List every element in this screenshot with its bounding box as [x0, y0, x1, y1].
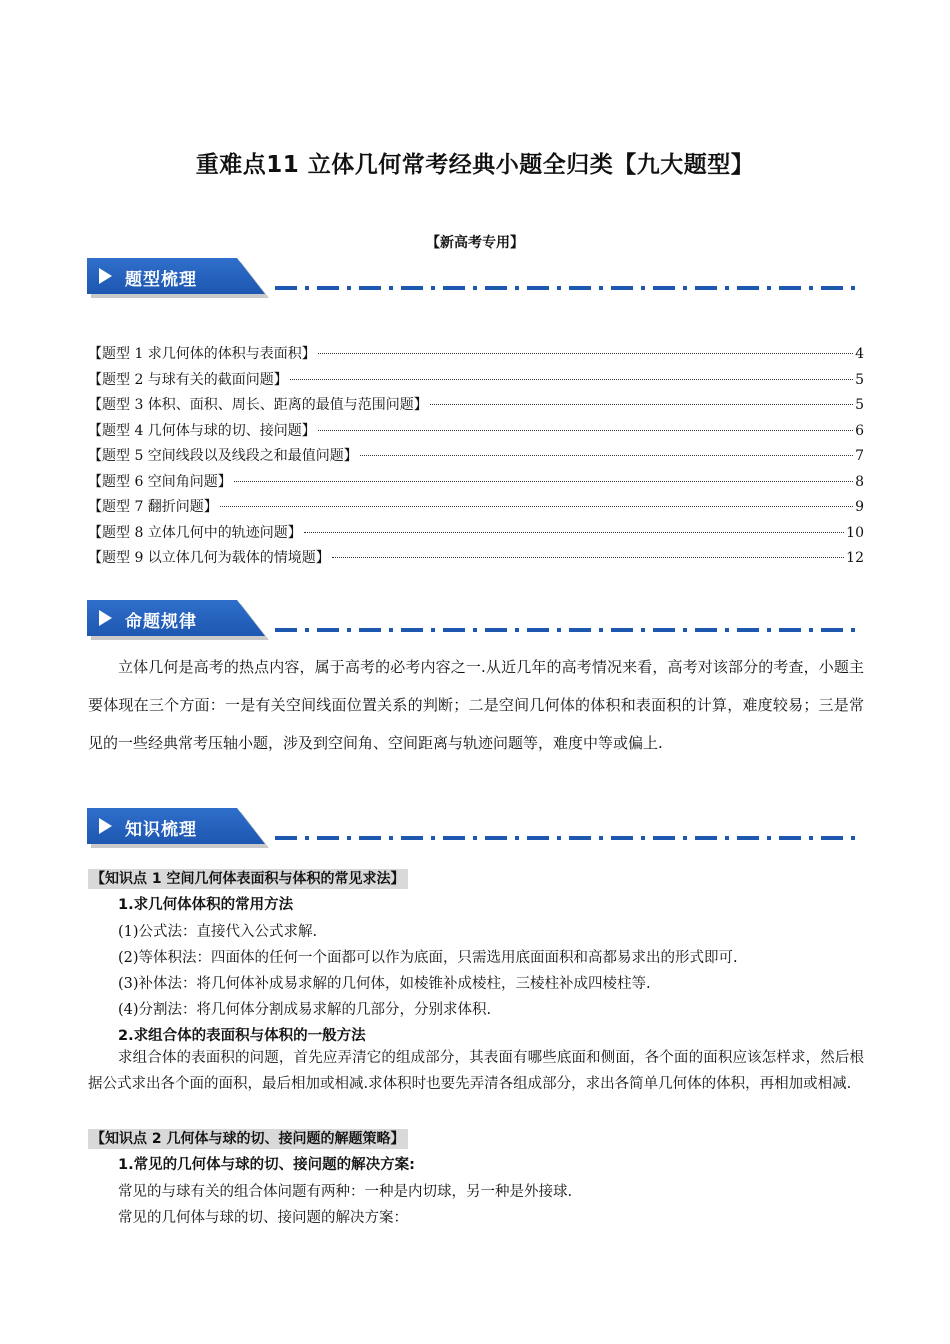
rule-paragraph: 立体几何是高考的热点内容，属于高考的必考内容之一.从近几年的高考情况来看，高考对该部分的考查，小题主要体现在三个方面：一是有关空间线面位置关系的判断；二是空间几何体的体积和表面积的计算，难度较易；三是常见的一些经典常考压轴小题，涉及到空间角、空间距离与轨迹问题等，难度中等或偏上. [88, 658, 864, 752]
dash-divider [275, 628, 861, 632]
dash-divider [275, 836, 861, 840]
section-banner-rules [87, 600, 867, 640]
section-title: 命题规律 [125, 612, 197, 632]
toc-page-number: 5 [855, 397, 864, 413]
toc-label: 【题型 7 翻折问题】 [88, 499, 218, 515]
toc-label: 【题型 4 几何体与球的切、接问题】 [88, 422, 316, 439]
knowledge-paragraph: 求组合体的表面积的问题，首先应弄清它的组成部分，其表面有哪些底面和侧面，各个面的面积应该怎样求，然后根据公式求出各个面的面积，最后相加或相减.求体积时也要先弄清各组成部分，求出各简单几何体的体积，再相加或相减. [88, 1050, 864, 1092]
toc-label: 【题型 2 与球有关的截面问题】 [88, 371, 288, 388]
toc-page-number: 4 [855, 346, 864, 362]
section-title: 知识梳理 [125, 820, 197, 840]
toc-page-number: 9 [855, 499, 864, 515]
knowledge-line: 常见的与球有关的组合体问题有两种：一种是内切球，另一种是外接球. [118, 1184, 573, 1200]
toc-entry[interactable] [88, 369, 864, 395]
toc-label: 【题型 3 体积、面积、周长、距离的最值与范围问题】 [88, 397, 428, 413]
method-item: (4)分割法：将几何体分割成易求解的几部分，分别求体积. [118, 1002, 492, 1018]
toc-page-number: 8 [855, 473, 864, 490]
method-item: (2)等体积法：四面体的任何一个面都可以作为底面，只需选用底面面积和高都易求出的形式即可. [118, 950, 738, 966]
toc-entry[interactable] [88, 343, 864, 369]
play-arrow-icon [99, 818, 112, 834]
dash-divider [275, 286, 861, 290]
knowledge-point-heading: 【知识点 2 几何体与球的切、接问题的解题策略】 [88, 1129, 408, 1149]
page-title: 重难点11 立体几何常考经典小题全归类【九大题型】 [195, 152, 755, 178]
method-item: (3)补体法：将几何体补成易求解的几何体，如棱锥补成棱柱，三棱柱补成四棱柱等. [118, 976, 651, 992]
knowledge-subheading: 1.常见的几何体与球的切、接问题的解决方案: [118, 1157, 415, 1173]
section-title: 题型梳理 [125, 270, 197, 290]
page-subtitle: 【新高考专用】 [426, 235, 524, 251]
toc-entry[interactable] [88, 547, 864, 573]
section-banner-knowledge [87, 808, 867, 848]
method-item: (1)公式法：直接代入公式求解. [118, 924, 318, 940]
toc-label: 【题型 8 立体几何中的轨迹问题】 [88, 524, 302, 541]
toc-label: 【题型 6 空间角问题】 [88, 473, 232, 490]
section-banner-question-types [87, 258, 867, 298]
toc-entry[interactable] [88, 394, 864, 420]
knowledge-subheading: 1.求几何体体积的常用方法 [118, 897, 294, 913]
toc-label: 【题型 9 以立体几何为载体的情境题】 [88, 550, 330, 566]
toc-page-number: 7 [855, 448, 864, 464]
knowledge-line: 常见的几何体与球的切、接问题的解决方案： [118, 1210, 408, 1226]
knowledge-point-heading: 【知识点 1 空间几何体表面积与体积的常见求法】 [88, 869, 408, 889]
play-arrow-icon [99, 268, 112, 284]
knowledge-subheading: 2.求组合体的表面积与体积的一般方法 [118, 1028, 366, 1044]
toc-entry[interactable] [88, 445, 864, 471]
toc-label: 【题型 1 求几何体的体积与表面积】 [88, 346, 316, 362]
toc-page-number: 5 [855, 371, 864, 388]
toc-entry[interactable] [88, 420, 864, 446]
toc-label: 【题型 5 空间线段以及线段之和最值问题】 [88, 448, 358, 464]
toc-entry[interactable] [88, 471, 864, 497]
toc-page-number: 10 [846, 524, 864, 541]
toc-page-number: 12 [846, 550, 864, 566]
table-of-contents [88, 343, 864, 573]
toc-entry[interactable] [88, 496, 864, 522]
toc-entry[interactable] [88, 522, 864, 548]
toc-page-number: 6 [855, 422, 864, 439]
play-arrow-icon [99, 610, 112, 626]
